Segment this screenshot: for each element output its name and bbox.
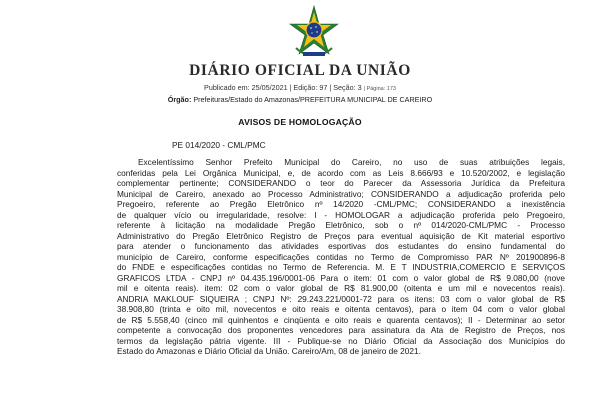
body-line: do FNDE e especificações contidas no Termo de Referencia. M. E T INDUSTRIA,COMERCIO E SERVIÇOS [117, 262, 565, 272]
body-line: Administrativo do Pregão Eletrônico Registro de Preços para eventual aquisição de Kit material esportivo [117, 230, 565, 241]
orgao-line [0, 95, 600, 104]
page-title: DIÁRIO OFICIAL DA UNIÃO [189, 62, 411, 79]
body-line: Pregoeiro, referente ao Pregão Eletrônico nº 14/2020 -CML/PMC; CONSIDERANDO a inexistência [117, 199, 565, 209]
orgao-label: Órgão: [167, 95, 192, 104]
body-line: município de Careiro, conforme especificações contidas no Termo de Compromisso PAR Nº 201900896-8 [117, 251, 565, 262]
body-line: Excelentíssimo Senhor Prefeito Municipal do Careiro, no uso de suas atribuições legais, [138, 157, 565, 167]
body-line: para atender o funcionamento das atividades esportivas dos estudantes do ensino fundamental do [117, 241, 565, 251]
body-line: 38.908,80 (trinta e oito mil, novecentos e oito reais e oitenta centavos), para o item 04 com o valor global [117, 304, 565, 314]
body-line: GRAFICOS LTDA - CNPJ nº 04.435.196/0001-06 Para o item: 01 com o valor global de R$ 9.080,00 (nove [117, 272, 565, 283]
pe-number: PE 014/2020 - CML/PMC [172, 140, 266, 150]
section-title: AVISOS DE HOMOLOGAÇÃO [238, 117, 362, 127]
body-line: termos da legislação pátria vigente. III - Publique-se no Diário Oficial da Associação dos Municípios do [117, 335, 565, 346]
body-line: de R$ 5.558,40 (cinco mil quinhentos e cinqüenta e oito reais e quarenta centavos); II - Determinar ao setor [117, 314, 565, 325]
body-line: referente à licitação na modalidade Pregão Eletrônico, sob o nº 014/2020-CML/PMC - Processo [117, 220, 565, 230]
body-line: ANDRIA MAKLOUF SIQUEIRA ; CNPJ Nº: 29.243.221/0001-72 para os itens: 03 com o valor global de R$ [117, 293, 565, 304]
publication-date-edition: Publicado em: 25/05/2021 | Edição: 97 | Seção: 3 [204, 83, 362, 92]
publication-info [0, 83, 600, 92]
body-line: conferidas pela Lei Orgânica Municipal, e, de acordo com as Leis 8.666/93 e 10.520/2002, e legislação [117, 167, 565, 178]
body-line: Estado do Amazonas e Diário Oficial da União. Careiro/Am, 08 de janeiro de 2021. [117, 346, 421, 356]
homologation-text [117, 157, 565, 357]
body-line: complementar pertinente; CONSIDERANDO o teor do Parecer da Assessoria Jurídica da Prefeitura [117, 178, 565, 188]
coat-of-arms-icon [286, 4, 342, 60]
body-line: Municipal de Careiro, anexado ao Processo Administrativo; CONSIDERANDO a adjudicação proferida pelo [117, 188, 565, 199]
body-line: de qualquer vício ou irregularidade, resolve: I - HOMOLOGAR a adjudicação proferida pelo Pregoeiro, [117, 209, 565, 220]
page-number: | Página: 173 [363, 86, 396, 92]
body-line: competente a convocação dos proponentes vencedores para assinatura da Ata de Registro de Preços, nos [117, 325, 565, 335]
orgao-value: Prefeituras/Estado do Amazonas/PREFEITURA MUNICIPAL DE CAREIRO [193, 95, 433, 104]
body-line: mil e oitenta reais). item: 02 com o valor global de R$ 81.900,00 (oitenta e um mil e novecentos reais). [117, 283, 565, 293]
